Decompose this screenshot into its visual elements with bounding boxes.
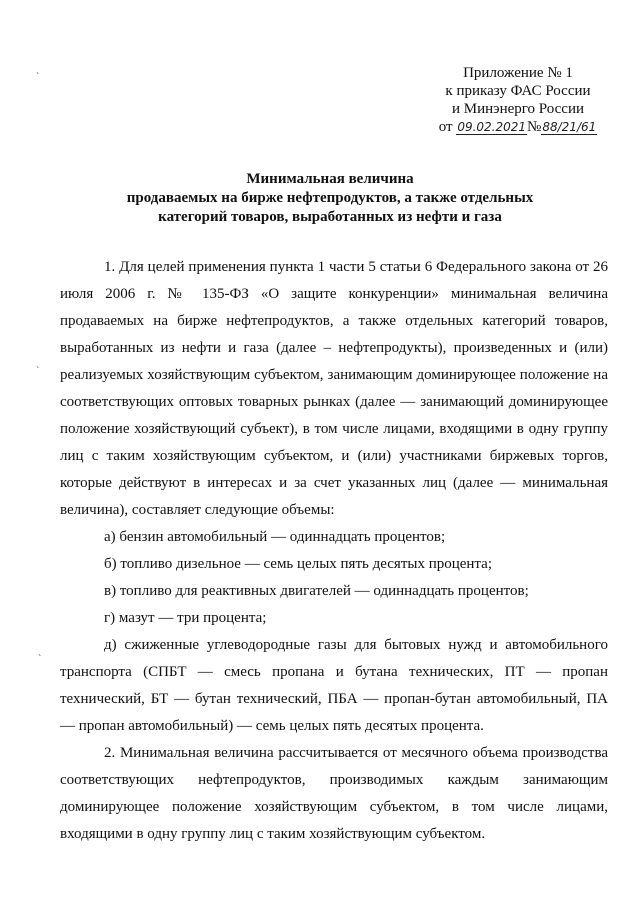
number-sign: № [527,119,542,135]
appendix-ministry: и Минэнерго России [451,101,585,117]
list-item-c: в) топливо для реактивных двигателей — одиннадцать процентов; [104,583,529,599]
scan-mark: ˋ [38,654,42,665]
appendix-number: Приложение № 1 [463,65,573,81]
from-label: от [438,119,453,135]
list-item-a: а) бензин автомобильный — одиннадцать процентов; [104,529,446,545]
paragraph-1: 1. Для целей применения пункта 1 части 5 статьи 6 Федерального закона от 26 июля 2006 г. № 135-ФЗ «О защите конкуренции» минимальная величина продаваемых на бирже нефтепродуктов, а также отдельных категорий товаров, выработанных из нефти и газа (далее – нефтепродукты), произведенных и (или) реализуемых хозяйствующим субъектом, занимающим доминирующее положение на соответствующих оптовых товарных рынках (далее — занимающий доминирующее положение хозяйствующий субъект), в том числе лицами, входящими в одну группу лиц с таким хозяйствующим субъектом, и (или) участниками биржевых торгов, которые действуют в интересах и за счет указанных лиц (далее — минимальная величина), составляет следующие объемы: [60,259,608,518]
title-line-3: категорий товаров, выработанных из нефти и газа [158,209,502,225]
document-title [80,170,580,227]
document-body [60,254,608,848]
scan-mark: ˋ [36,366,40,377]
title-line-2: продаваемых на бирже нефтепродуктов, а также отдельных [126,190,534,206]
title-line-1: Минимальная величина [246,171,414,187]
handwritten-number: 88/21/61 [542,120,597,134]
list-item-e: д) сжиженные углеводородные газы для бытовых нужд и автомобильного транспорта (СПБТ — смесь пропана и бутана технических, ПТ — пропан технический, БТ — бутан технический, ПБА — пропан-бутан автомобильный, ПА — пропан автомобильный) — семь целых пять десятых процента. [60,637,608,734]
list-item-d: г) мазут — три процента; [104,610,267,626]
handwritten-date: 09.02.2021 [457,120,527,134]
list-item-b: б) топливо дизельное — семь целых пять десятых процента; [104,556,493,572]
paragraph-2: 2. Минимальная величина рассчитывается от месячного объема производства соответствующих нефтепродуктов, производимых каждым занимающим доминирующее положение хозяйствующим субъектом, в том числе лицами, входящими в одну группу лиц с таким хозяйствующим субъектом. [60,745,608,842]
scan-mark: ˋ [36,72,40,83]
appendix-order-ref: к приказу ФАС России [445,83,591,99]
appendix-header [418,64,618,136]
appendix-date-number [418,118,618,136]
